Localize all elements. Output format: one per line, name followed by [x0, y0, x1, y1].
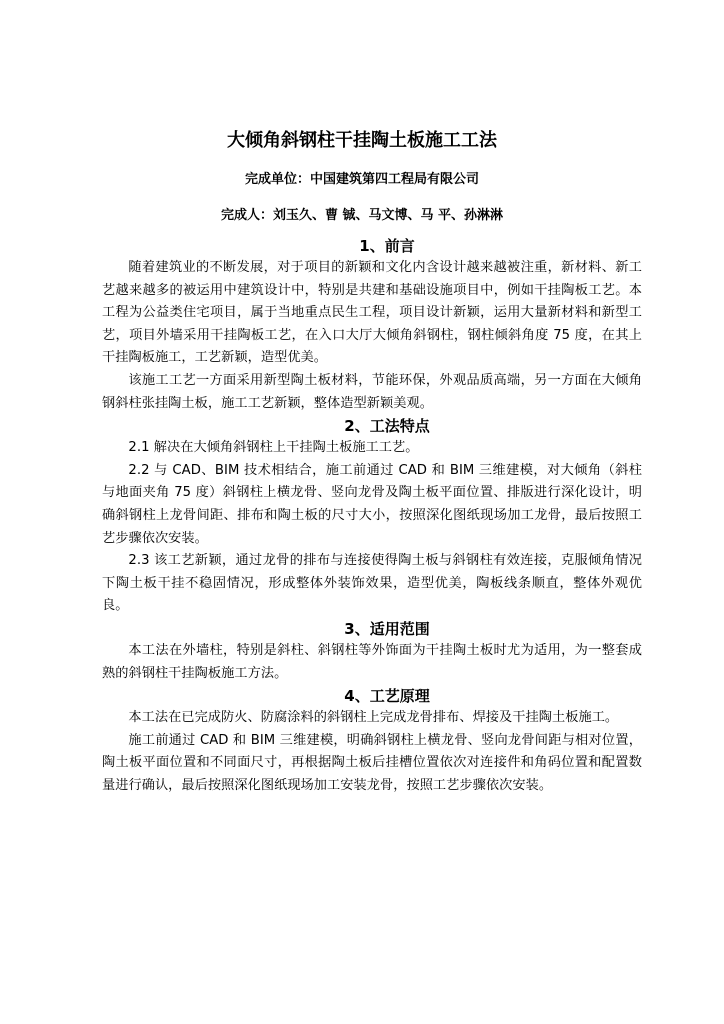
- section-principle: [102, 685, 642, 797]
- paragraph: 施工前通过 CAD 和 BIM 三维建模，明确斜钢柱上横龙骨、竖向龙骨间距与相对位置，陶土板平面位置和不同面尺寸，再根据陶土板后挂槽位置依次对连接件和角码位置和配置数量进行确认，最后按照深化图纸现场加工安装龙骨，按照工艺步骤依次安装。: [102, 732, 642, 793]
- paragraph: 该施工工艺一方面采用新型陶土板材料，节能环保，外观品质高端，另一方面在大倾角钢斜柱张挂陶土板，施工工艺新颖，整体造型新颖美观。: [102, 372, 642, 411]
- section-heading: 1、前言: [359, 237, 415, 255]
- section-preface: [102, 235, 642, 415]
- paragraph: 随着建筑业的不断发展，对于项目的新颖和文化内含设计越来越被注重，新材料、新工艺越来越多的被运用中建筑设计中，特别是共建和基础设施项目中，例如干挂陶板工艺。本工程为公益类住宅项目，属于当地重点民生工程，项目设计新颖，运用大量新材料和新型工艺，项目外墙采用干挂陶板工艺，在入口大厅大倾角斜钢柱，钢柱倾斜角度 75 度，在其上干挂陶板施工，工艺新颖，造型优美。: [102, 260, 642, 366]
- section-heading: 2、工法特点: [344, 417, 430, 436]
- paragraph: 2.1 解决在大倾角斜钢柱上干挂陶土板施工工艺。: [128, 440, 419, 456]
- document-body: [102, 235, 642, 797]
- paragraph: 2.2 与 CAD、BIM 技术相结合，施工前通过 CAD 和 BIM 三维建模，对大倾角（斜柱与地面夹角 75 度）斜钢柱上横龙骨、竖向龙骨及陶土板平面位置、排版进行深化设计，明确斜钢柱上龙骨间距、排布和陶土板的尺寸大小，按照深化图纸现场加工龙骨，最后按照工艺步骤依次安装。: [102, 462, 642, 546]
- completion-authors: 完成人：刘玉久、曹 铖、马文博、马 平、孙淋淋: [220, 208, 504, 223]
- section-heading: 3、适用范围: [344, 619, 430, 638]
- document-title: 大倾角斜钢柱干挂陶土板施工工法: [227, 130, 497, 151]
- paragraph: 本工法在已完成防火、防腐涂料的斜钢柱上完成龙骨排布、焊接及干挂陶土板施工。: [128, 710, 619, 726]
- completion-unit: 完成单位：中国建筑第四工程局有限公司: [244, 172, 479, 187]
- section-scope: [102, 618, 642, 685]
- section-heading: 4、工艺原理: [344, 687, 430, 706]
- paragraph: 本工法在外墙柱，特别是斜柱、斜钢柱等外饰面为干挂陶土板时尤为适用，为一整套成熟的斜钢柱干挂陶板施工方法。: [102, 642, 642, 681]
- paragraph: 2.3 该工艺新颖，通过龙骨的排布与连接使得陶土板与斜钢柱有效连接，克服倾角情况下陶土板干挂不稳固情况，形成整体外装饰效果，造型优美，陶板线条顺直，整体外观优良。: [102, 553, 642, 614]
- section-features: [102, 415, 642, 618]
